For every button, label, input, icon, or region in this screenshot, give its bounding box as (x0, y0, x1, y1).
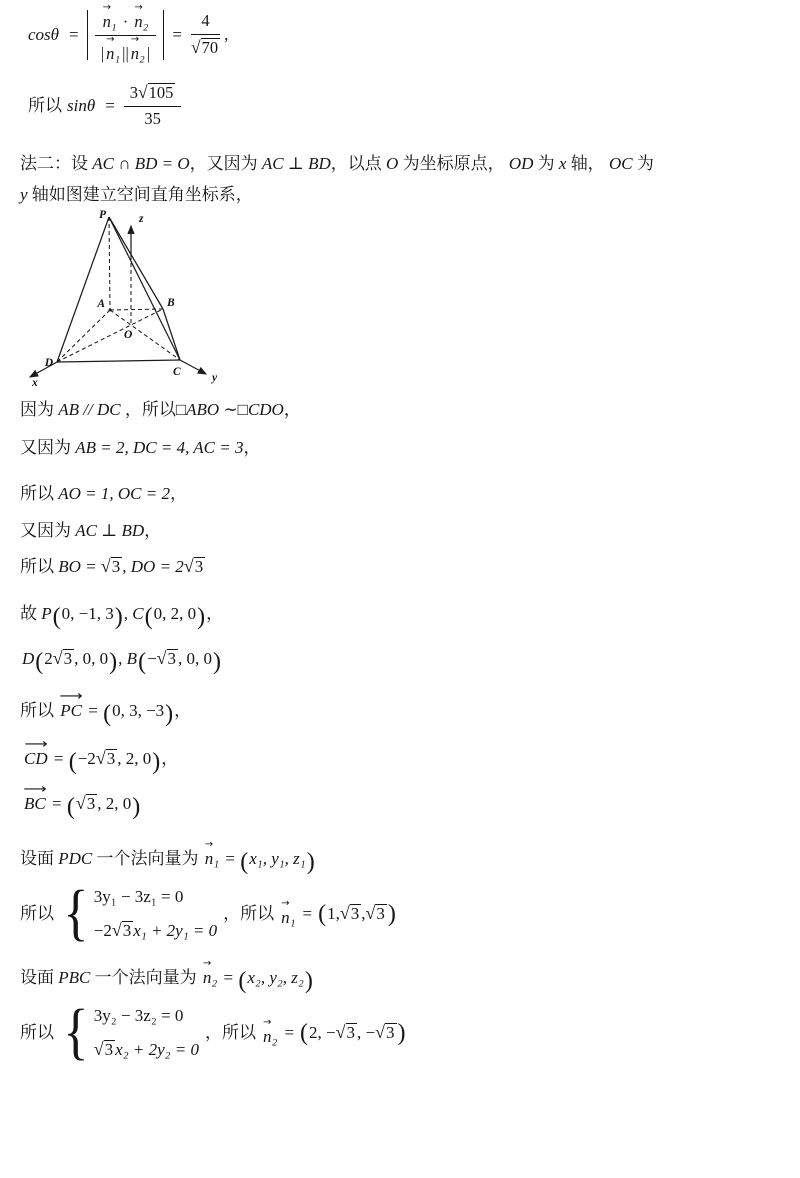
equals-sign: = (83, 701, 103, 720)
radicand: 3 (122, 920, 132, 940)
math-function: sinθ (67, 95, 96, 115)
radicand: 3 (86, 794, 96, 813)
text-perpendicular (20, 519, 161, 543)
cn-text: 轴， (566, 154, 609, 173)
coordinate-diagram (20, 206, 220, 388)
equals-sign: = (221, 849, 240, 868)
cases-system (61, 998, 200, 1067)
sqrt (96, 746, 117, 771)
formula-vector-CD (22, 742, 179, 775)
equals-sign: = (105, 95, 115, 115)
coefficient: −2 (93, 920, 112, 940)
components: x₂, y₂, z₂ (247, 968, 304, 987)
fraction-numerator: 4 (191, 11, 220, 35)
paren-open: ( (240, 849, 249, 875)
cn-text: 设面 (20, 849, 59, 868)
component: , − (357, 1023, 376, 1043)
cn-text: 为 (533, 154, 559, 173)
origin-label-O: O (124, 329, 133, 341)
radicand: 3 (194, 557, 204, 576)
fraction-normal-vectors (95, 6, 157, 64)
abs-bar-left (87, 10, 88, 60)
text-normal-vector-PDC (20, 843, 316, 875)
comma: , (224, 25, 229, 45)
math-text: AC ⊥ BD (261, 154, 331, 173)
text-given-lengths (20, 436, 260, 460)
paragraph-method2-line1 (20, 152, 654, 176)
paren-close: ) (306, 849, 315, 875)
math-text: D (22, 649, 35, 668)
edge-DC (57, 360, 180, 362)
sqrt (184, 554, 205, 579)
coordinates: 0, −1, 3 (61, 604, 114, 623)
math-text: x (558, 154, 567, 173)
math-text: y (20, 185, 28, 204)
comma: ， (206, 604, 224, 623)
paren-open: ( (103, 701, 112, 727)
coefficient: 2 (44, 649, 53, 668)
vertex-label-A: A (97, 298, 105, 310)
cn-text: ，所以□ (120, 400, 187, 419)
fraction-denominator (191, 35, 220, 59)
sqrt (76, 791, 97, 816)
paren-open: ( (52, 604, 61, 630)
vertex-label-P: P (98, 209, 106, 221)
paren-close: ) (152, 749, 161, 775)
sqrt (336, 1020, 357, 1045)
equals-sign: = (302, 904, 313, 924)
abs-bar: | (146, 43, 151, 63)
dot-operator: · (118, 12, 133, 31)
fraction-denominator (95, 36, 157, 65)
fraction-result (124, 82, 182, 129)
sqrt (94, 1037, 115, 1062)
coefficient: −2 (77, 749, 96, 768)
paren-close: ) (397, 1020, 406, 1046)
cn-text: 又因为 (20, 521, 76, 540)
coordinates: 0, 2, 0 (153, 604, 197, 623)
math-text: OC (608, 154, 633, 173)
math-text: x₂ + 2y₂ = 0 (115, 1039, 200, 1059)
math-text: , DO = 2 (122, 557, 184, 576)
component: , (361, 904, 366, 924)
equation-system-n2 (20, 998, 407, 1067)
text-normal-vector-PBC (20, 962, 314, 994)
vector-n2: → n₂ (134, 6, 148, 30)
paren-open: ( (144, 604, 153, 630)
cn-text: 所以 (20, 557, 59, 576)
edge-PC (109, 217, 180, 360)
paragraph-method2-line2 (20, 183, 253, 207)
math-text: ABO (186, 400, 220, 419)
cn-text: ，所以 (223, 904, 275, 924)
equals-sign: = (69, 25, 79, 45)
cn-text: 一个法向量为 (90, 968, 201, 987)
radicand: 3 (106, 749, 116, 768)
radicand: 3 (167, 649, 177, 668)
cn-text: 所以 (20, 1023, 54, 1043)
sqrt (340, 901, 361, 926)
cn-text: ，又因为 (189, 154, 262, 173)
equals-sign: = (49, 749, 68, 768)
equation-row: 3y₂ − 3z₂ = 0 (93, 1005, 184, 1025)
axis-label-y: y (212, 372, 218, 384)
math-text: P (41, 604, 52, 623)
math-text: OD (508, 154, 534, 173)
math-text: BO = (58, 557, 101, 576)
radicand: 70 (201, 38, 219, 58)
cn-text: 又因为 (20, 438, 76, 457)
equals-sign: = (284, 1023, 295, 1043)
sqrt (375, 1020, 396, 1045)
radicand: 3 (376, 904, 385, 924)
paren-open: ( (35, 649, 44, 675)
math-text: AC ∩ BD = O (92, 154, 190, 173)
math-text: PBC (58, 968, 91, 987)
equation-row: 3y₁ − 3z₁ = 0 (93, 886, 184, 906)
paren-close: ) (213, 649, 222, 675)
coordinates: , 0, 0 (74, 649, 109, 668)
paren-open: ( (66, 794, 75, 820)
coefficient: 3 (129, 83, 139, 102)
cn-text: 为坐标原点， (398, 154, 509, 173)
radicand: 3 (63, 649, 73, 668)
axis-label-x: x (32, 377, 38, 388)
cn-text: ，所以 (205, 1023, 257, 1043)
vector-n1: → n₁ (281, 902, 295, 927)
vector-BC: ⟶ BC (24, 787, 46, 813)
vertex-label-C: C (173, 366, 181, 378)
coordinates: , 2, 0 (97, 794, 132, 813)
comma: ， (169, 484, 187, 503)
axis-label-z: z (139, 213, 144, 225)
fraction-result (191, 11, 220, 58)
component: 2, − (309, 1023, 336, 1043)
axes (30, 226, 206, 377)
cn-text: ，以点 (330, 154, 387, 173)
comma: ， (144, 521, 162, 540)
cn-text: 一个法向量为 (92, 849, 203, 868)
comma: ， (283, 400, 301, 419)
radicand: 3 (104, 1039, 114, 1059)
cn-text: 因为 (20, 400, 59, 419)
text-ao-oc (20, 482, 187, 506)
sqrt (138, 82, 175, 104)
vector-n1: → n₁ (106, 38, 120, 62)
fraction-numerator (95, 6, 157, 36)
cn-text: 所以 (20, 484, 59, 503)
edge-PA-dashed (109, 217, 110, 310)
equation-row (94, 918, 217, 943)
math-text: x₁ + 2y₁ = 0 (133, 920, 218, 940)
vector-n2: → n₂ (203, 962, 217, 987)
edge-BC (163, 309, 180, 360)
equals-sign: = (47, 794, 66, 813)
fraction-numerator (124, 82, 182, 107)
cn-text: 轴如图建立空间直角坐标系， (27, 185, 253, 204)
pyramid-solid-edges (57, 217, 180, 362)
math-text: CDO (247, 400, 284, 419)
math-text: , B (118, 649, 138, 668)
equation-row (94, 1037, 199, 1062)
text-bo-do (20, 554, 205, 579)
similar-symbol: ∼□ (219, 400, 248, 419)
math-text: , C (123, 604, 144, 623)
edge-AD-dashed (57, 310, 110, 362)
components: x₁, y₁, z₁ (249, 849, 306, 868)
vector-PC: ⟶ PC (60, 694, 82, 720)
paren-close: ) (114, 604, 123, 630)
paren-close: ) (197, 604, 206, 630)
formula-vector-PC (20, 694, 192, 727)
coordinates: , 0, 0 (178, 649, 213, 668)
paren-open: ( (318, 901, 327, 927)
comma: ， (174, 701, 192, 720)
point-A-dot (109, 309, 112, 312)
paren-open: ( (300, 1020, 309, 1046)
math-text: AO = 1, OC = 2 (58, 484, 170, 503)
abs-bar: | (122, 43, 126, 63)
vector-n2: → n₂ (263, 1021, 277, 1046)
cn-text: 故 (20, 604, 42, 623)
coordinates: 0, 3, −3 (112, 701, 165, 720)
cases-brace: { (63, 998, 89, 1067)
vector-n1: → n₁ (205, 843, 219, 868)
sqrt (53, 646, 74, 671)
sqrt (112, 918, 133, 943)
cn-text: 所以 (28, 95, 62, 115)
cases-rows (94, 885, 217, 943)
vertex-label-D: D (44, 357, 53, 369)
abs-bar: | (100, 43, 105, 63)
formula-sin-theta (28, 82, 185, 129)
minus-sign: − (147, 649, 157, 668)
vector-n2: → n₂ (131, 38, 145, 62)
sqrt (101, 554, 122, 579)
paren-close: ) (132, 794, 141, 820)
equals-sign: = (219, 968, 238, 987)
vector-CD: ⟶ CD (24, 742, 48, 768)
cn-text: 为 (632, 154, 654, 173)
math-text: AB // DC (58, 400, 121, 419)
math-text: AC ⊥ BD (75, 521, 145, 540)
comma: ， (243, 438, 261, 457)
sqrt (191, 37, 220, 59)
paren-close: ) (109, 649, 118, 675)
cn-text: 法二：设 (20, 154, 93, 173)
cn-text: 所以 (20, 904, 54, 924)
cn-text: 设面 (20, 968, 59, 987)
math-text: PDC (58, 849, 93, 868)
equals-sign: = (172, 25, 182, 45)
equation-system-n1 (20, 879, 397, 948)
radicand: 3 (350, 904, 360, 924)
axis-y (180, 360, 206, 374)
formula-cos-theta (28, 6, 228, 64)
fraction-denominator: 35 (144, 108, 161, 128)
radicand: 3 (386, 1023, 395, 1043)
cases-brace: { (63, 879, 89, 948)
cases-rows (94, 1004, 199, 1062)
sqrt (157, 646, 178, 671)
abs-bar-right (163, 10, 164, 60)
paren-close: ) (165, 701, 174, 727)
paren-open: ( (138, 649, 147, 675)
coordinates: , 2, 0 (117, 749, 152, 768)
vertex-label-B: B (167, 297, 175, 309)
radicand: 3 (346, 1023, 356, 1043)
pyramid-dashed-edges (57, 217, 180, 362)
radicand: 105 (148, 83, 174, 102)
math-function: cosθ (28, 25, 60, 45)
math-text: AB = 2, DC = 4, AC = 3 (75, 438, 244, 457)
math-text: O (386, 154, 399, 173)
formula-vector-BC (22, 787, 141, 820)
radicand: 3 (111, 557, 121, 576)
text-similar-triangles (20, 398, 301, 422)
sqrt (366, 901, 387, 926)
text-point-D-B (22, 646, 222, 675)
paren-open: ( (68, 749, 77, 775)
paren-close: ) (304, 968, 313, 994)
comma: ， (161, 749, 179, 768)
edge-PB (109, 217, 163, 309)
abs-bar: | (125, 43, 129, 63)
cases-system (61, 879, 218, 948)
text-point-P-C (20, 602, 224, 630)
vector-n1: → n₁ (103, 6, 117, 30)
paren-close: ) (387, 901, 396, 927)
component: 1, (327, 904, 340, 924)
cn-text: 所以 (20, 701, 59, 720)
paren-open: ( (238, 968, 247, 994)
